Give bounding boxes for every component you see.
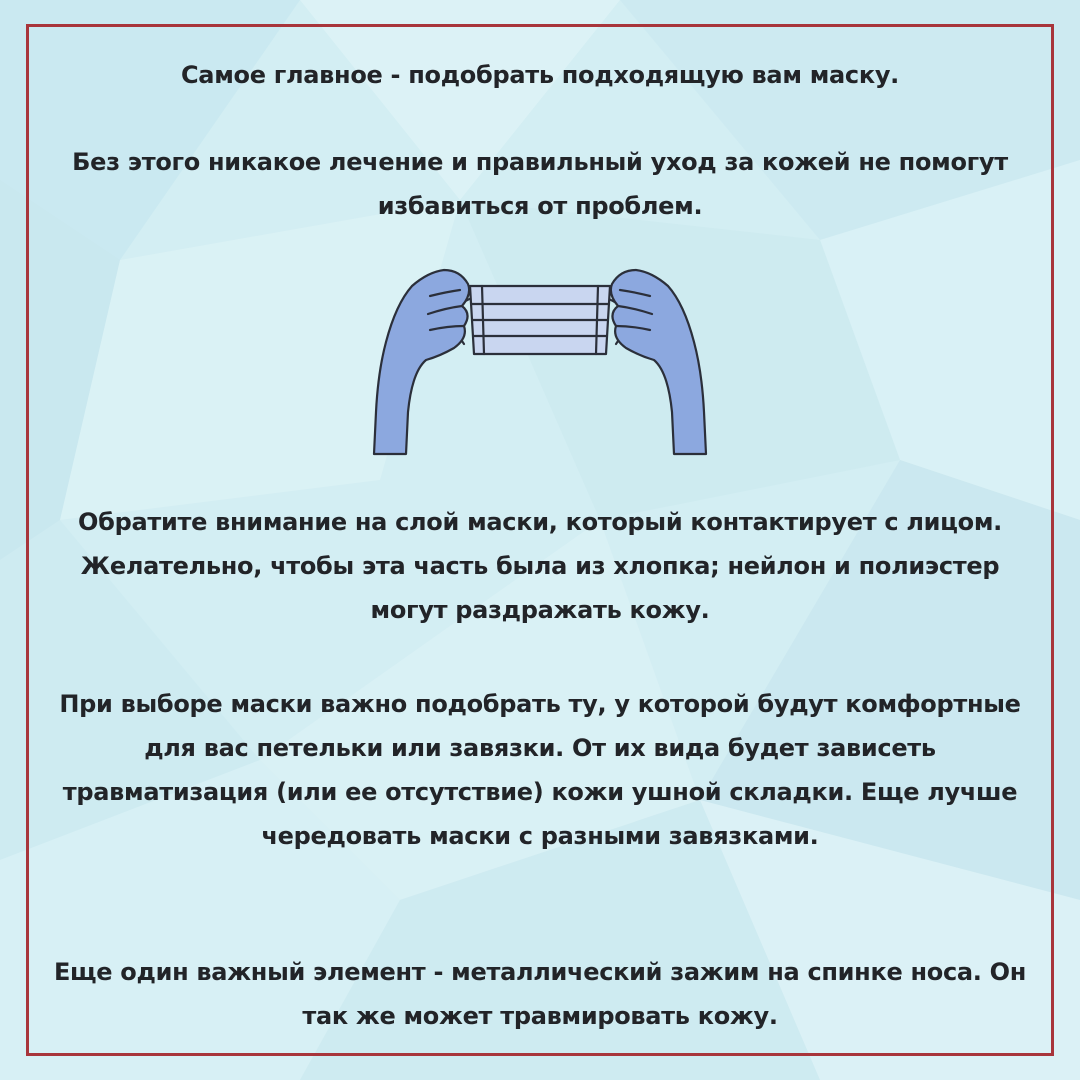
nose-clip-text: Еще один важный элемент - металлический зажим на спинке носа. Он так же может травмировать кожу. [53,958,1027,1030]
treatment-note-text: Без этого никакое лечение и правильный уход за кожей не помогут избавиться от проблем. [72,148,1008,220]
main-tip-text: Самое главное - подобрать подходящую вам маску. [180,61,899,89]
ear-loops-text: При выборе маски важно подобрать ту, у которой будут комфортные для вас петельки или завязки. От их вида будет зависеть травматизация (или ее отсутствие) кожи ушной складки. Еще лучше чередовать маски с разными завязками. [59,690,1021,850]
contact-layer-text: Обратите внимание на слой маски, который контактирует с лицом. Желательно, чтобы эта часть была из хлопка; нейлон и полиэстер могут раздражать кожу. [78,508,1002,624]
hands-holding-mask-icon [368,262,712,458]
